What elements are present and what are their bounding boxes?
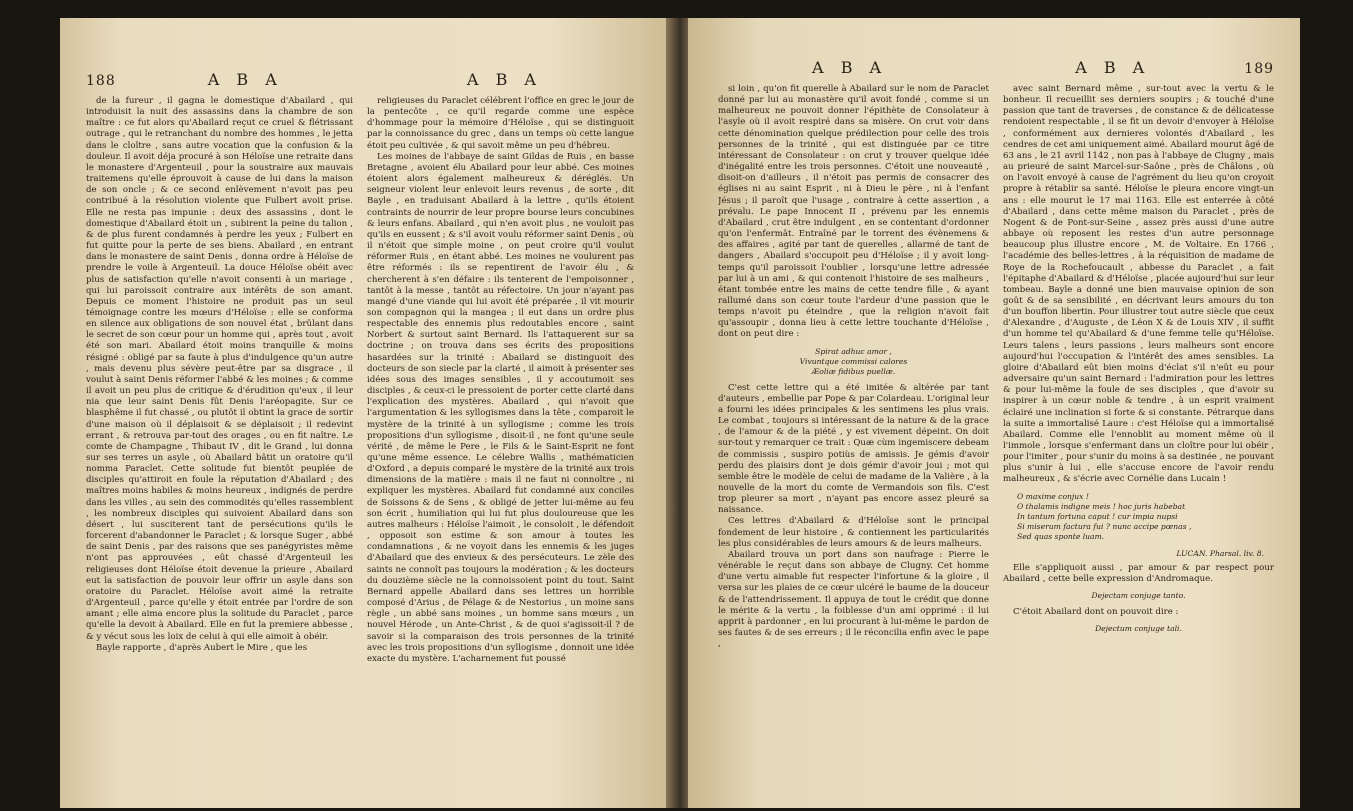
right-column-1 [718,84,989,784]
right-running-head [718,58,1274,78]
paragraph: Abailard trouva un port dans son naufrage : Pierre le vénérable le reçut dans son abbaye de Clugny. Cet homme d'une vertu aimable fut respecter l'infortune & la gloire , il versa sur les plaies de ce cœur ulcéré le baume de la douceur & de l'attendrissement. Il appuya de tout le crédit que donne le mérite & la vertu , la foiblesse d'un ami opprimé : il lui apprit à pardonner , en lui procurant à lui-même le pardon de ses fautes & de ses erreurs ; il le réconcilia enfin avec le pape , [718,549,989,650]
verse-line: O thalamis indigne meis ! hoc juris habebat [1017,501,1186,511]
verse-line: Spirat adhuc amor , [815,346,892,356]
paragraph: si loin , qu'on fit querelle à Abailard sur le nom de Paraclet donné par lui au monastère qu'il avoit fondé , comme si un malheureux ne pouvoit donner l'épithète de Consolateur à l'asyle où il avoit respiré dans sa misère. On crut voir dans cette dénomination quelque prédilection pour celle des trois personnes de la trinité , qui est distinguée par ce titre intéressant de Consolateur : on crut y trouver quelque idée d'inégalité entre les trois personnes. C'étoit une nouveauté , disoit-on d'ailleurs , il n'étoit pas permis de consacrer des églises ni au saint Esprit , ni à Dieu le père , ni à l'enfant Jésus ; il paroît que l'usage , contraire à cette assertion , a prévalu. Le pape Innocent II , prévenu par les ennemis d'Abailard , crut être indulgent , en se contentant d'ordonner qu'on l'enfermât. Entraîné par le torrent des évènemens & des affaires , agité par tant de querelles , allarmé de tant de dangers , Abailard s'occupoit peu d'Héloïse ; il y avoit long-temps qu'il paroissoit l'oublier , lorsqu'une lettre adressée par lui à un ami , & qui contenoit l'histoire de ses malheurs , étant tombée entre les mains de cette tendre fille , & ayant rallumé dans son cœur toute l'ardeur d'une passion que le temps n'avoit pu éteindre , que la religion n'avoit fait qu'assoupir , donna lieu à cette lettre touchante d'Héloïse , dont on peut dire : [718,84,989,340]
right-column-2 [1003,84,1274,784]
right-head-word-2: A B A [1075,58,1151,77]
open-book [60,18,1300,808]
right-columns [718,84,1274,784]
verse-quote-lucan [1003,492,1274,542]
left-page [60,18,672,808]
left-column-1 [86,96,353,796]
verse-quote-short: Dejectam conjuge tanto. [1091,591,1186,601]
left-page-number: 188 [86,73,116,89]
verse-line: O maxime conjux ! [1017,491,1089,501]
left-column-2 [367,96,634,796]
paragraph: avec saint Bernard même , sur-tout avec la vertu & le bonheur. Il recueillit ses derniers soupirs ; & touché d'une passion que tant de traverses , de constance & de délicatesse rendoient respectable , il se fit un devoir d'envoyer à Héloïse , conformément aux dernieres volontés d'Abailard , les cendres de cet ami uniquement aimé. Abailard mourut âgé de 63 ans , le 21 avril 1142 , non pas à l'abbaye de Clugny , mais au prieuré de saint Marcel-sur-Saône , près de Châlons , où on l'avoit envoyé à cause de l'agrément du lieu qu'on croyoit propre à rétablir sa santé. Héloïse le pleura encore vingt-un ans : elle mourut le 17 mai 1163. Elle est enterrée à côté d'Abailard , dans cette même maison du Paraclet , près de Nogent & de Pont-sur-Seine , assez près aussi d'une autre abbaye où reposent les restes d'un autre personnage beaucoup plus illustre encore , M. de Voltaire. En 1766 , l'académie des belles-lettres , à la réquisition de madame de Roye de la Rochefoucault , abbesse du Paraclet , a fait l'épitaphe d'Abailard & d'Héloïse , placée aujourd'hui sur leur tombeau. Bayle a donné une bien mauvaise opinion de son goût & de sa sensibilité , en décrivant leurs amours du ton d'un bouffon libertin. Pour illustrer tout autre siècle que ceux d'Alexandre , d'Auguste , de Léon X & de Louis XIV , il suffit d'un homme tel qu'Abailard & d'une femme telle qu'Héloïse. Leurs talens , leurs passions , leurs malheurs sont encore aujourd'hui l'occupation & l'intérêt des ames sensibles. La gloire d'Abailard eût bien moins d'éclat s'il n'eût eu pour adversaire qu'un saint Bernard : l'admiration pour les lettres & pour lui-même la foule de ses disciples , que d'avoir su inspirer à un cœur noble & tendre , à un esprit vraiment éclairé une inclination si forte & si constante. Pétrarque dans la suite a immortalisé Laure : c'est Héloïse qui a immortalisé Abailard. Comme elle l'ennoblit au moment même où il l'immole , lorsque s'enfermant dans un cloître pour lui obéir , pour l'imiter , pour s'unir du moins à sa destinée , ne pouvant plus s'unir à lui , elle s'accuse encore de l'avoir rendu malheureux , & s'écrie avec Cornélie dans Lucain ! [1003,84,1274,485]
paragraph: Ces lettres d'Abailard & d'Héloïse sont le principal fondement de leur histoire , & contiennent les particularités les plus considérables de leurs amours & de leurs malheurs. [718,516,989,549]
left-head-word-2: A B A [466,70,542,89]
paragraph: de la fureur , il gagna le domestique d'Abailard , qui introduisit la nuit des assassins dans la chambre de son maître : ce fut alors qu'Abailard reçut ce cruel & flétrissant outrage , qui le retranchant du nombre des hommes , le jetta dans le cloître , sans autre vocation que la confusion & la douleur. Il avoit déja procuré à son Héloïse une retraite dans le monastere d'Argenteuil , pour la soustraire aux mauvais traitemens qu'elle éprouvoit à cause de lui dans la maison de son oncle ; & ce second enlèvement n'avoit pas peu contribué à la résolution violente que Fulbert avoit prise. Elle ne resta pas impunie : deux des assassins , dont le domestique d'Abailard étoit un , subirent la peine du talion , & de plus furent condamnés à perdre les yeux ; Fulbert en fut quitte pour la perte de ses biens. Abailard , en entrant dans le monastere de saint Denis , donna ordre à Héloïse de prendre le voile à Argenteuil. La douce Héloïse obéit avec plus de satisfaction qu'elle n'avoit consenti à un mariage , qui lui paroissoit contraire aux intérêts de son amant. Depuis ce moment l'histoire ne produit pas un seul témoignage contre les mœurs d'Héloïse : elle se conforma en silence aux obligations de son nouvel état , brûlant dans le secret de son cœur pour un homme qui , après tout , avoit été son mari. Abailard étoit moins tranquille & moins résigné : obligé par sa faute à plus d'indulgence qu'un autre , mais devenu plus sévère peut-être par sa disgrace , il voulut à saint Denis réformer l'abbé & les moines ; & comme il avoit un peu plus de critique & d'érudition qu'eux , il leur nia que leur saint Denis fût Denis l'aréopagite. Sur ce blasphême il fut chassé , ou plutôt il obtint la grace de sortir d'une maison où il déplaisoit & se déplaisoit ; il redevint errant , & retrouva par-tout des orages , ou en fit naître. Le comte de Champagne , Thibaut IV , dit le Grand , lui donna sur ses terres un asyle , où Abailard bâtit un oratoire qu'il nomma Paraclet. Cette solitude fut bientôt peuplée de disciples qu'attiroit en foule la réputation d'Abailard ; des maîtres moins habiles & moins heureux , indignés de perdre dans les villes , au sein des commodités qu'elles rassemblent , les nombreux disciples qui suivoient Abailard dans son désert , lui susciterent tant de persécutions qu'ils le forcerent d'abandonner le Paraclet ; & lorsque Suger , abbé de saint Denis , par des raisons que ses panégyristes même n'ont pas approuvées , eût chassé d'Argenteuil les religieuses dont Héloïse étoit devenue la prieure , Abailard eut la satisfaction de pouvoir leur offrir un asyle dans son oratoire du Paraclet. Héloïse avoit aimé la retraite d'Argenteuil , parce qu'elle y étoit entrée par l'ordre de son amant ; elle aima encore plus la solitude du Paraclet , parce qu'elle la devoit à Abailard. Elle en fut la premiere abbesse , & y vécut sous les loix de celui à qui elle aimoit à obéir. [86,96,353,642]
left-running-head [86,70,634,90]
right-head-word-1: A B A [812,58,888,77]
paragraph: Bayle rapporte , d'après Aubert le Mire , que les [96,642,308,653]
left-head-word-1: A B A [207,70,283,89]
verse-line: Si miserum factura fui ? nunc accipe pœnas , [1017,521,1192,531]
verse-line: Vivuntque commissi calores [799,356,908,366]
verse-quote [718,347,989,377]
left-columns [86,96,634,796]
paragraph: religieuses du Paraclet célébrent l'office en grec le jour de la pentecôte , ce qu'il regarde comme une espèce d'hommage pour la mémoire d'Héloïse , qui se distinguoit par la connoissance du grec , dans un temps où cette langue étoit peu cultivée , & qui savoit même un peu d'hébreu. [367,96,634,151]
paragraph: Elle s'appliquoit aussi , par amour & par respect pour Abailard , cette belle expression d'Andromaque. [1003,562,1274,584]
right-page [688,18,1300,808]
verse-quote-short: Dejectum conjuge tali. [1095,624,1182,634]
right-page-number: 189 [1244,61,1275,77]
verse-line: Sed quas sponte luam. [1017,531,1105,541]
paragraph: C'étoit Abailard dont on pouvoit dire : [1013,607,1179,618]
verse-citation: LUCAN. Pharsal. liv. 8. [1176,548,1264,558]
verse-line: Æoliæ fidibus puellæ. [811,366,896,376]
paragraph: C'est cette lettre qui a été imitée & altérée par tant d'auteurs , embellie par Pope & par Colardeau. L'original leur a fourni les idées principales & les sentimens les plus vrais. Le combat , toujours si intéressant de la nature & de la grace , de l'amour & de la piété , y est vivement dépeint. On doit sur-tout y remarquer ce trait : Quæ cùm ingemiscere debeam de commissis , suspiro potiùs de amissis. Je gémis d'avoir perdu des plaisirs dont je dois gémir d'avoir joui ; mot qui semble être le modèle de celui de madame de la Valière , à la nouvelle de la mort du comte de Vermandois son fils. C'est trop pleurer sa mort , n'ayant pas encore assez pleuré sa naissance. [718,382,989,516]
paragraph: Les moines de l'abbaye de saint Gildas de Ruis , en basse Bretagne , avoient élu Abailard pour leur abbé. Ces moines étoient alors également malheureux & déréglés. Un seigneur violent leur enlevoit leurs revenus , de sorte , dit Bayle , en traduisant Abailard à la lettre , qu'ils étoient contraints de nourrir de leur propre bourse leurs concubines & leurs enfans. Abailard , qui n'en avoit plus , ne vouloit pas qu'ils en eussent ; & s'il avoit voulu réformer saint Denis , où il n'étoit que simple moine , on peut croire qu'il voulut réformer Ruis , en étant abbé. Les moines ne voulurent pas être réformés : ils se repentirent de l'avoir élu , & chercherent à s'en défaire : ils tenterent de l'empoisonner , tantôt à la messe , tantôt au réfectoire. Un jour n'ayant pas mangé d'une viande qui lui avoit été préparée , il vit mourir son compagnon qui la mangea ; il eut dans un ordre plus respectable des ennemis plus redoutables encore , saint Norbert & surtout saint Bernard. Ils l'attaquerent sur sa doctrine ; on trouva dans ses écrits des propositions hasardées sur la trinité : Abailard se distinguoit des docteurs de son siecle par la clarté , il aimoit à présenter ses idées sous des images sensibles , il y accoutumoit ses disciples , & ceux-ci le pressoient de porter cette clarté dans l'explication des mystères. Abailard , qui n'avoit que l'argumentation & les syllogismes dans la tête , comparoit le mystère de la trinité à un syllogisme ; comme les trois propositions d'un syllogisme , disoit-il , ne font qu'une seule vérité , de même le Pere , le Fils & le Saint-Esprit ne font qu'une même essence. Le célebre Wallis , mathématicien d'Oxford , a depuis comparé le mystère de la trinité aux trois dimensions de la matière : mais il ne faut ni connoître , ni expliquer les mystères. Abailard fut condamné aux conciles de Soissons & de Sens , & obligé de jetter lui-même au feu son écrit , humiliation qui lui fut plus douloureuse que les autres malheurs : Héloïse l'aimoit , le consoloit , le défendoit , opposoit son estime & son amour à toutes les condamnations , & ne voyoit dans les ennemis & les juges d'Abailard que des envieux & des persécuteurs. Le zèle des saints ne connoît pas toujours la modération ; & les docteurs du douzième siècle ne la connoissoient point du tout. Saint Bernard appelle Abailard dans ses lettres un horrible composé d'Arius , de Pélage & de Nestorius , un moine sans règle , un abbé sans moines , un homme sans mœurs , un nouvel Hérode , un Ante-Christ , & de quoi s'agissoit-il ? de savoir si la comparaison des trois personnes de la trinité avec les trois propositions d'un syllogisme , donnoit une idée exacte du mystère. L'acharnement fut poussé [367,151,634,664]
verse-line: In tantum fortuna caput ! cur impia nupsi [1017,511,1178,521]
